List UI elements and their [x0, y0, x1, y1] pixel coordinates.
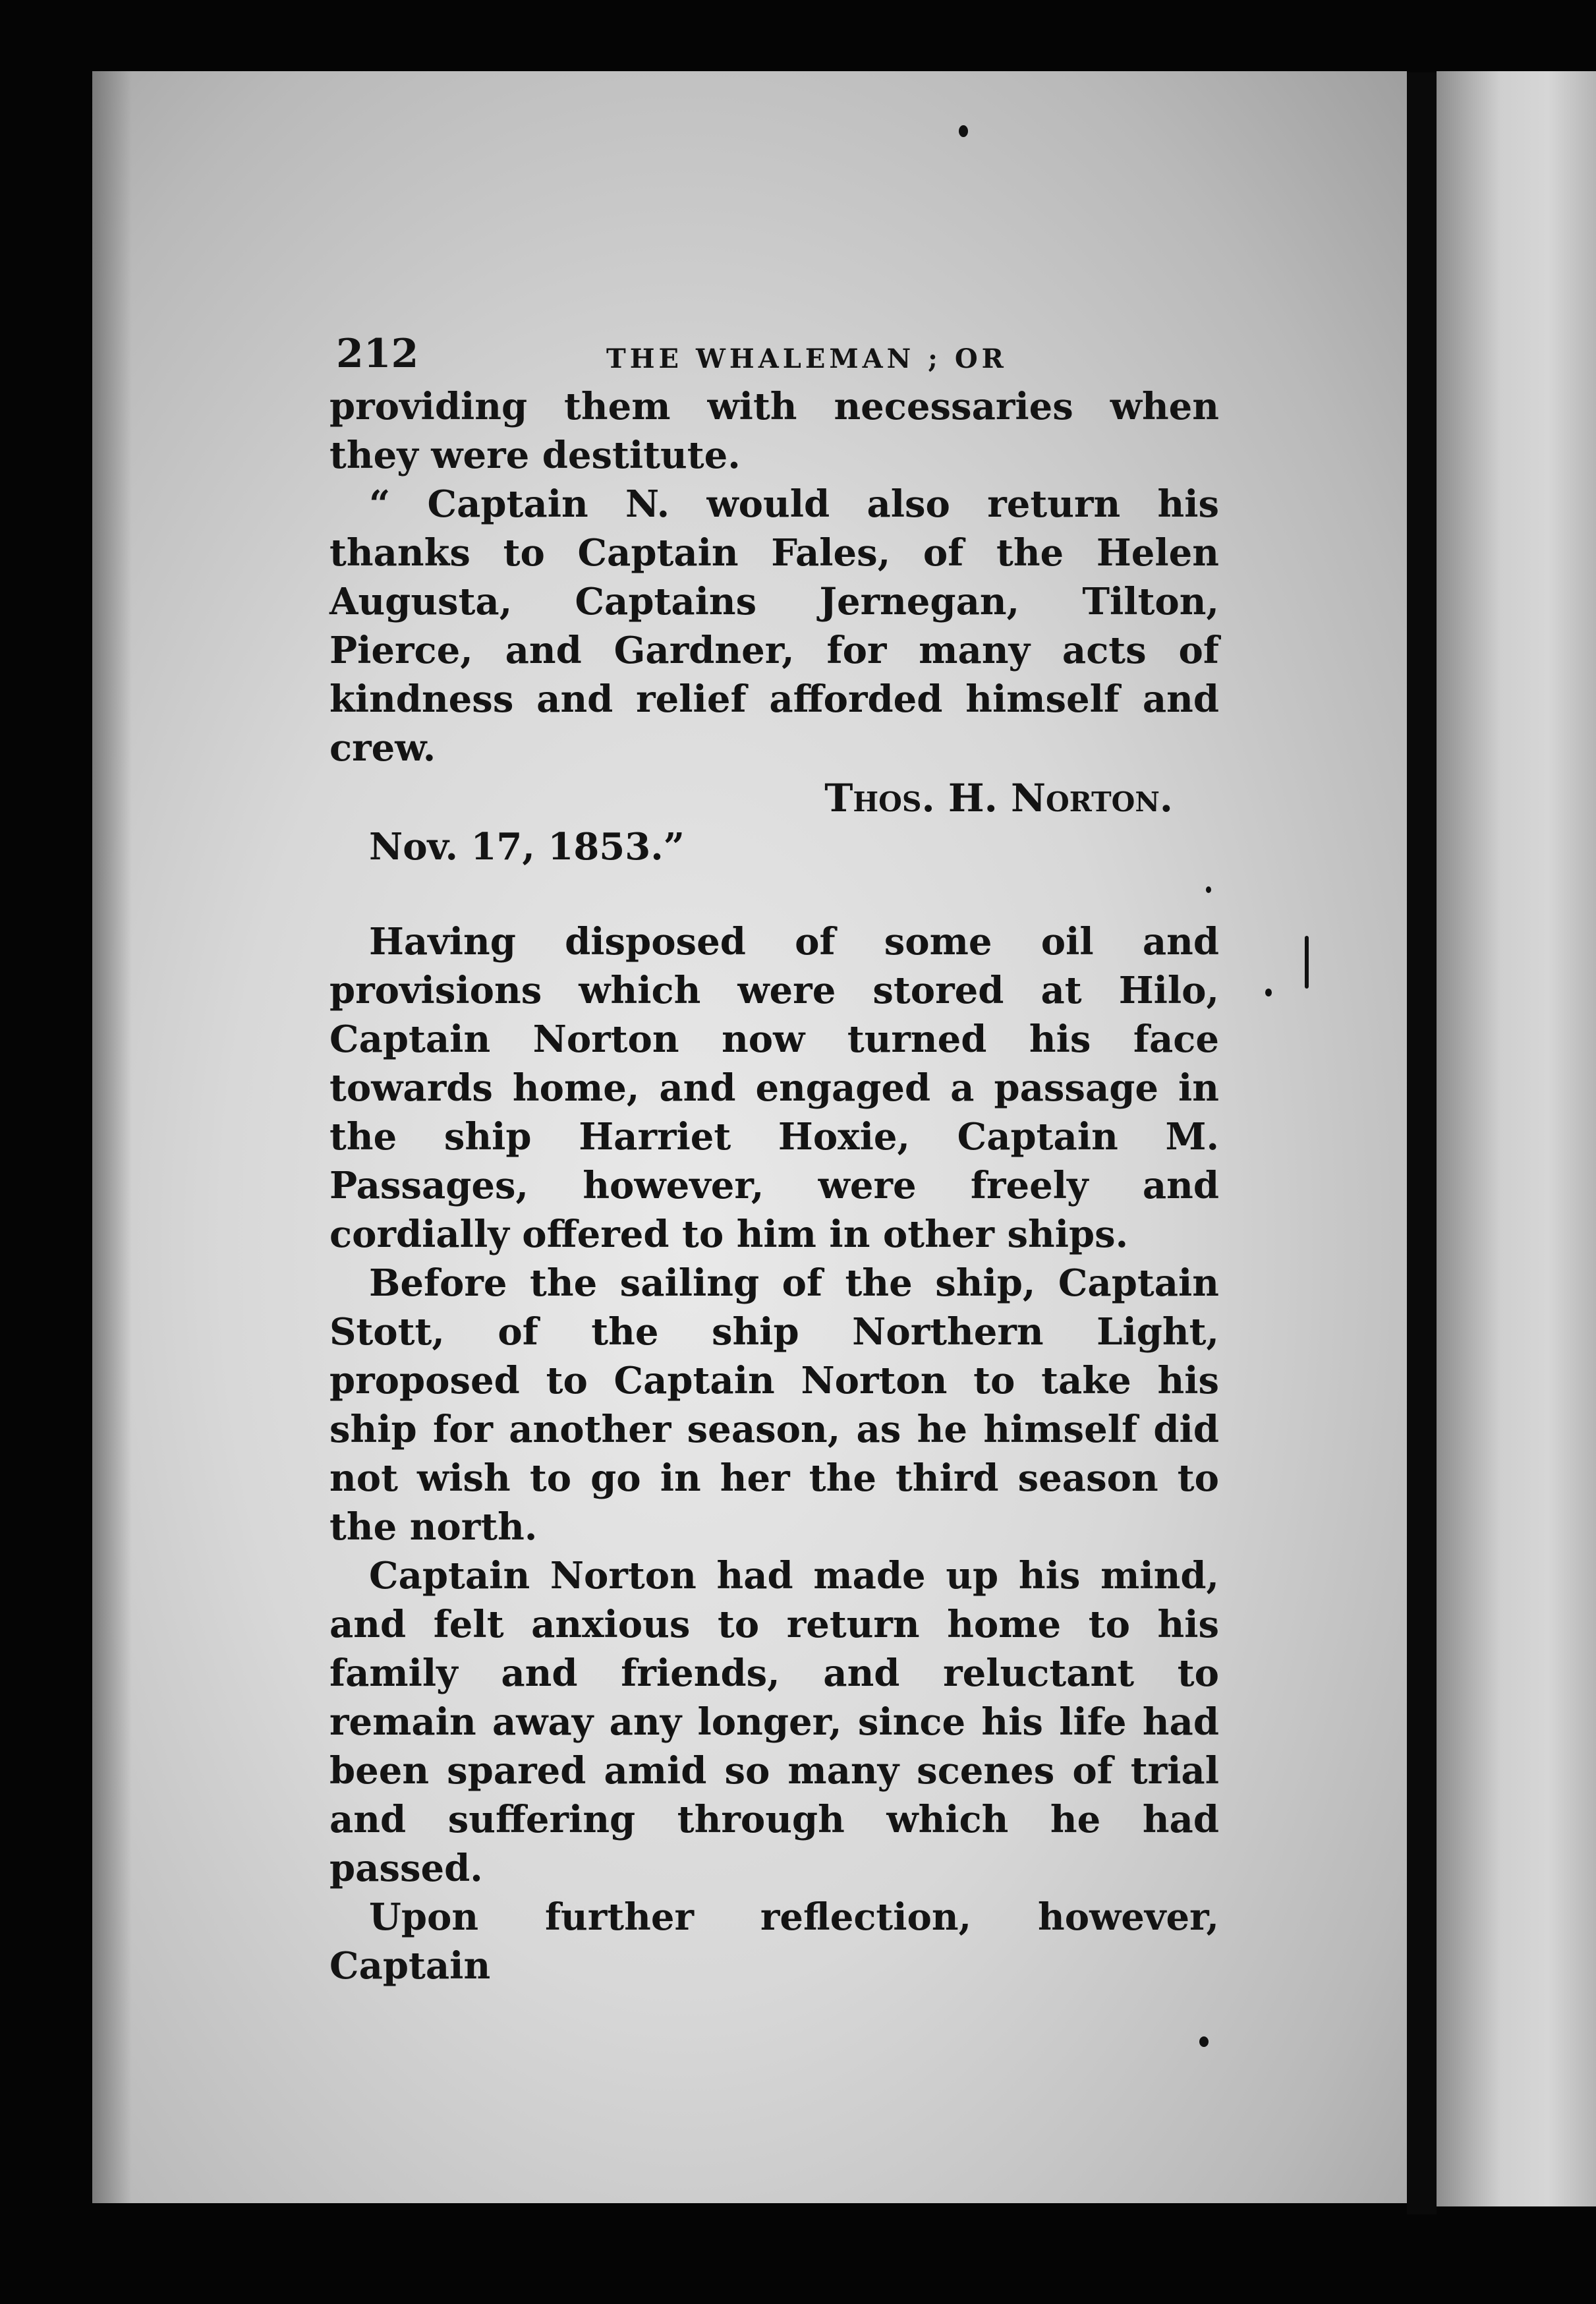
paragraph: Before the sailing of the ship, Captain Stott, of the ship Northern Light, proposed to Captain Norton to take his ship for another season, as he himself did not wish to go in her the third season to the north.: [329, 1261, 1219, 1549]
paragraph: “ Captain N. would also return his thanks to Captain Fales, of the Helen Augusta, Captains Jernegan, Tilton, Pierce, and Gardner, for many acts of kindness and relief afforded himself and crew.: [329, 482, 1219, 770]
paragraph: Captain Norton had made up his mind, and felt anxious to return home to his family and friends, and reluctant to remain away any longer, since his life had been spared amid so many scenes of trial and suffering through which he had passed.: [329, 1554, 1219, 1890]
page-number: 212: [336, 331, 419, 377]
paragraph: Upon further reflection, however, Captain: [329, 1895, 1219, 1988]
page-text: [329, 330, 1219, 1990]
dateline: Nov. 17, 1853.”: [369, 825, 685, 869]
paragraph: providing them with necessaries when they were destitute.: [329, 385, 1219, 477]
ink-speck: [1265, 989, 1272, 996]
ink-speck: [959, 125, 968, 137]
ink-speck: [1199, 2036, 1209, 2047]
book-gutter: [1407, 72, 1437, 2214]
running-head: [329, 330, 1219, 382]
running-title: THE WHALEMAN ; OR: [606, 343, 1008, 374]
ink-speck: [1305, 936, 1309, 989]
adjacent-page-edge: [1437, 71, 1596, 2206]
signature: Thos. H. Norton.: [824, 776, 1173, 821]
page-shadow: [92, 71, 132, 2203]
paragraph: Having disposed of some oil and provisions which were stored at Hilo, Captain Norton now turned his face towards home, and engaged a passage in the ship Harriet Hoxie, Captain M. Passages, however, were freely and cordially offered to him in other ships.: [329, 920, 1219, 1256]
